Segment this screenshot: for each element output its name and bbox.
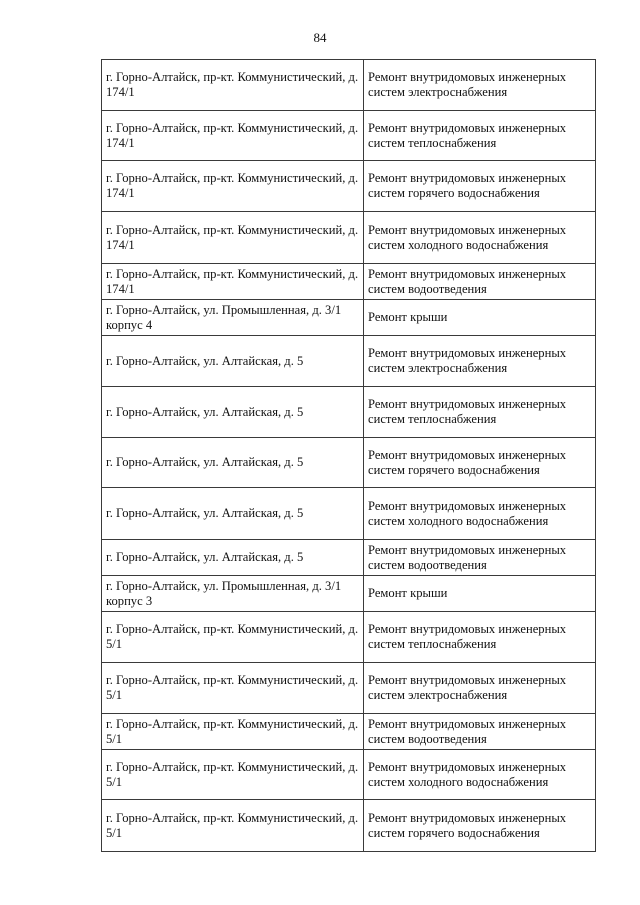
table-row (102, 750, 596, 800)
address-cell: г. Горно-Алтайск, пр-кт. Коммунистический, д. 174/1 (102, 212, 364, 264)
work-type-cell: Ремонт внутридомовых инженерных систем теплоснабжения (364, 612, 596, 663)
address-cell: г. Горно-Алтайск, ул. Алтайская, д. 5 (102, 438, 364, 488)
address-cell: г. Горно-Алтайск, пр-кт. Коммунистический, д. 174/1 (102, 161, 364, 212)
work-type-cell: Ремонт внутридомовых инженерных систем теплоснабжения (364, 387, 596, 438)
address-cell: г. Горно-Алтайск, ул. Промышленная, д. 3/1 корпус 4 (102, 300, 364, 336)
works-table (101, 59, 596, 852)
address-cell: г. Горно-Алтайск, ул. Алтайская, д. 5 (102, 336, 364, 387)
address-cell: г. Горно-Алтайск, ул. Алтайская, д. 5 (102, 387, 364, 438)
table-row (102, 336, 596, 387)
work-type-cell: Ремонт внутридомовых инженерных систем горячего водоснабжения (364, 800, 596, 852)
table-row (102, 800, 596, 852)
table-row (102, 438, 596, 488)
table-row (102, 264, 596, 300)
table-row (102, 387, 596, 438)
table-row (102, 488, 596, 540)
works-table-body (102, 60, 596, 852)
work-type-cell: Ремонт внутридомовых инженерных систем водоотведения (364, 540, 596, 576)
table-row (102, 663, 596, 714)
work-type-cell: Ремонт внутридомовых инженерных систем горячего водоснабжения (364, 161, 596, 212)
address-cell: г. Горно-Алтайск, пр-кт. Коммунистический, д. 5/1 (102, 663, 364, 714)
work-type-cell: Ремонт внутридомовых инженерных систем водоотведения (364, 714, 596, 750)
work-type-cell: Ремонт крыши (364, 300, 596, 336)
address-cell: г. Горно-Алтайск, ул. Алтайская, д. 5 (102, 488, 364, 540)
table-row (102, 300, 596, 336)
address-cell: г. Горно-Алтайск, пр-кт. Коммунистический, д. 174/1 (102, 111, 364, 161)
address-cell: г. Горно-Алтайск, пр-кт. Коммунистический, д. 5/1 (102, 714, 364, 750)
work-type-cell: Ремонт внутридомовых инженерных систем водоотведения (364, 264, 596, 300)
table-row (102, 540, 596, 576)
table-row (102, 111, 596, 161)
work-type-cell: Ремонт внутридомовых инженерных систем холодного водоснабжения (364, 750, 596, 800)
work-type-cell: Ремонт внутридомовых инженерных систем электроснабжения (364, 336, 596, 387)
work-type-cell: Ремонт внутридомовых инженерных систем горячего водоснабжения (364, 438, 596, 488)
page-number: 84 (313, 30, 327, 45)
table-row (102, 714, 596, 750)
table-row (102, 161, 596, 212)
address-cell: г. Горно-Алтайск, пр-кт. Коммунистический, д. 5/1 (102, 800, 364, 852)
address-cell: г. Горно-Алтайск, пр-кт. Коммунистический, д. 5/1 (102, 750, 364, 800)
work-type-cell: Ремонт внутридомовых инженерных систем электроснабжения (364, 663, 596, 714)
address-cell: г. Горно-Алтайск, пр-кт. Коммунистический, д. 174/1 (102, 60, 364, 111)
table-row (102, 212, 596, 264)
work-type-cell: Ремонт внутридомовых инженерных систем холодного водоснабжения (364, 488, 596, 540)
work-type-cell: Ремонт внутридомовых инженерных систем электроснабжения (364, 60, 596, 111)
address-cell: г. Горно-Алтайск, пр-кт. Коммунистический, д. 174/1 (102, 264, 364, 300)
address-cell: г. Горно-Алтайск, пр-кт. Коммунистический, д. 5/1 (102, 612, 364, 663)
address-cell: г. Горно-Алтайск, ул. Промышленная, д. 3/1 корпус 3 (102, 576, 364, 612)
table-row (102, 60, 596, 111)
work-type-cell: Ремонт крыши (364, 576, 596, 612)
address-cell: г. Горно-Алтайск, ул. Алтайская, д. 5 (102, 540, 364, 576)
work-type-cell: Ремонт внутридомовых инженерных систем теплоснабжения (364, 111, 596, 161)
work-type-cell: Ремонт внутридомовых инженерных систем холодного водоснабжения (364, 212, 596, 264)
table-row (102, 612, 596, 663)
table-row (102, 576, 596, 612)
